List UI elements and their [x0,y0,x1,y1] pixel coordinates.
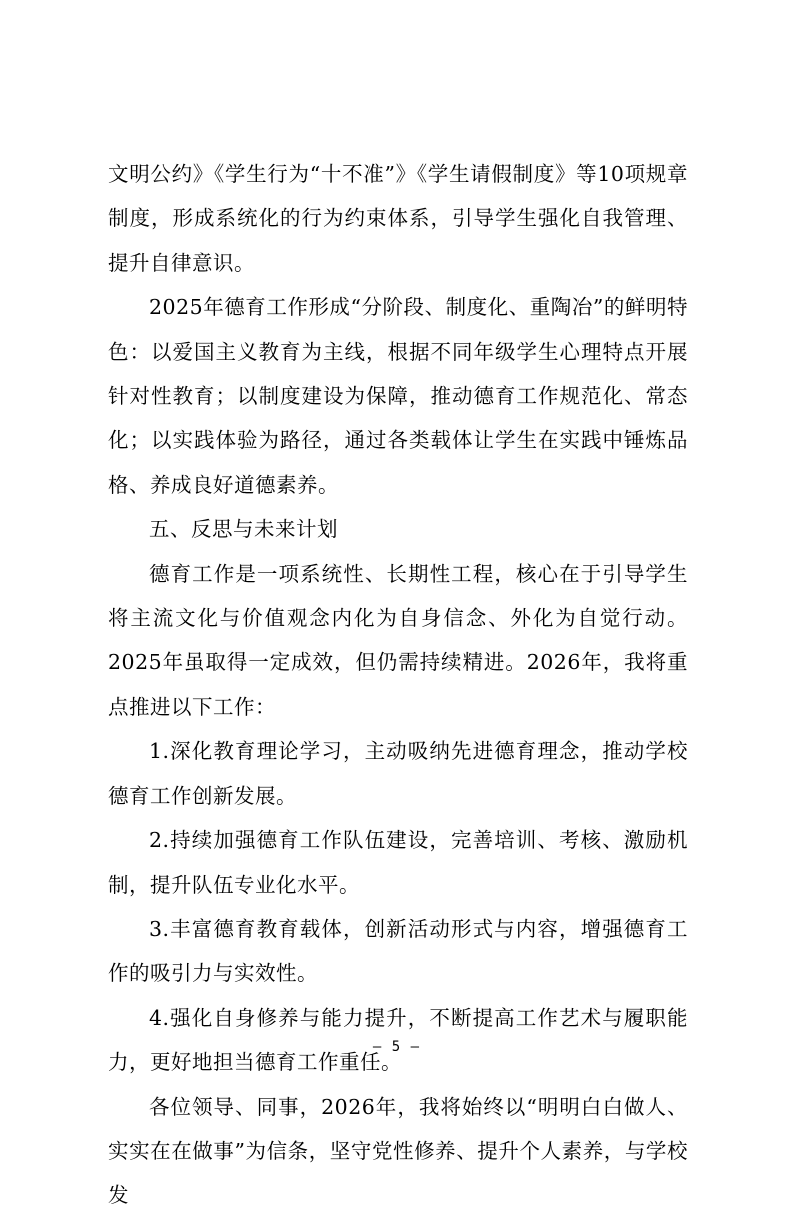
plan-item-3: 3.丰富德育教育载体，创新活动形式与内容，增强德育工作的吸引力与实效性。 [108,916,688,986]
page-number: — 5 — [372,1039,421,1055]
paragraph-rules-continuation: 文明公约》《学生行为“十不准”》《学生请假制度》等10项规章制度，形成系统化的行为约束体系，引导学生强化自我管理、提升自律意识。 [108,162,688,275]
plan-item-1: 1.深化教育理论学习，主动吸纳先进德育理念，推动学校德育工作创新发展。 [108,739,688,808]
section-heading-reflection: 五、反思与未来计划 [149,517,338,542]
paragraph-2025-features: 2025年德育工作形成“分阶段、制度化、重陶冶”的鲜明特色：以爱国主义教育为主线，根据不同年级学生心理特点开展针对性教育；以制度建设为保障，推动德育工作规范化、常态化；以实践体验为路径，通过各类载体让学生在实践中锤炼品格、养成良好道德素养。 [108,295,688,497]
paragraph-reflection-intro: 德育工作是一项系统性、长期性工程，核心在于引导学生将主流文化与价值观念内化为自身信念、外化为自觉行动。2025年虽取得一定成效，但仍需持续精进。2026年，我将重点推进以下工作： [108,561,688,719]
plan-item-4: 4.强化自身修养与能力提升，不断提高工作艺术与履职能力，更好地担当德育工作重任。 [108,1005,688,1075]
document-body [108,152,688,1218]
plan-item-2: 2.持续加强德育工作队伍建设，完善培训、考核、激励机制，提升队伍专业化水平。 [108,828,688,897]
paragraph-closing: 各位领导、同事，2026年，我将始终以“明明白白做人、实实在在做事”为信条，坚守党性修养、提升个人素养，与学校发 [108,1094,688,1208]
